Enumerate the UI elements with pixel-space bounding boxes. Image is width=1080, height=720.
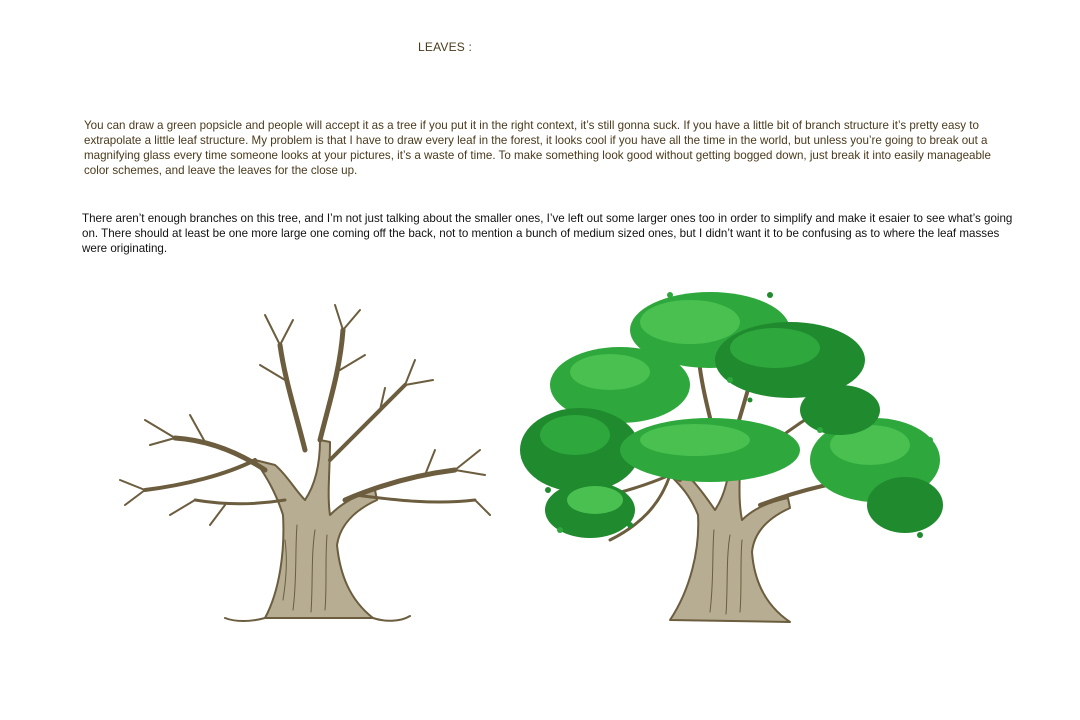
- page-heading: LEAVES :: [418, 40, 473, 54]
- leafy-tree-illustration: [520, 290, 950, 635]
- branches-paragraph: There aren’t enough branches on this tree, and I’m not just talking about the smaller ones, I’ve left out some larger ones too in order to simplify and make it esaier to see what’s going on. There should at least be one more large one coming off the back, not to mention a bunch of medium sized ones, but I didn’t want it to be confusing as to where the leaf masses were originating.: [82, 212, 1013, 255]
- leafy-tree-svg: [520, 290, 950, 635]
- bare-tree-svg: [115, 300, 495, 630]
- intro-paragraph: You can draw a green popsicle and people will accept it as a tree if you put it in the right context, it’s still gonna suck. If you have a little bit of branch structure it’s pretty easy to extrapolate a little leaf structure. My problem is that I have to draw every leaf in the forest, it looks cool if you have all the time in the world, but unless you’re going to break out a magnifying glass every time someone looks at your pictures, it’s a waste of time. To make something look good without getting bogged down, just break it into easily manageable color schemes, and leave the leaves for the close up.: [84, 119, 991, 177]
- bare-tree-illustration: [115, 300, 495, 630]
